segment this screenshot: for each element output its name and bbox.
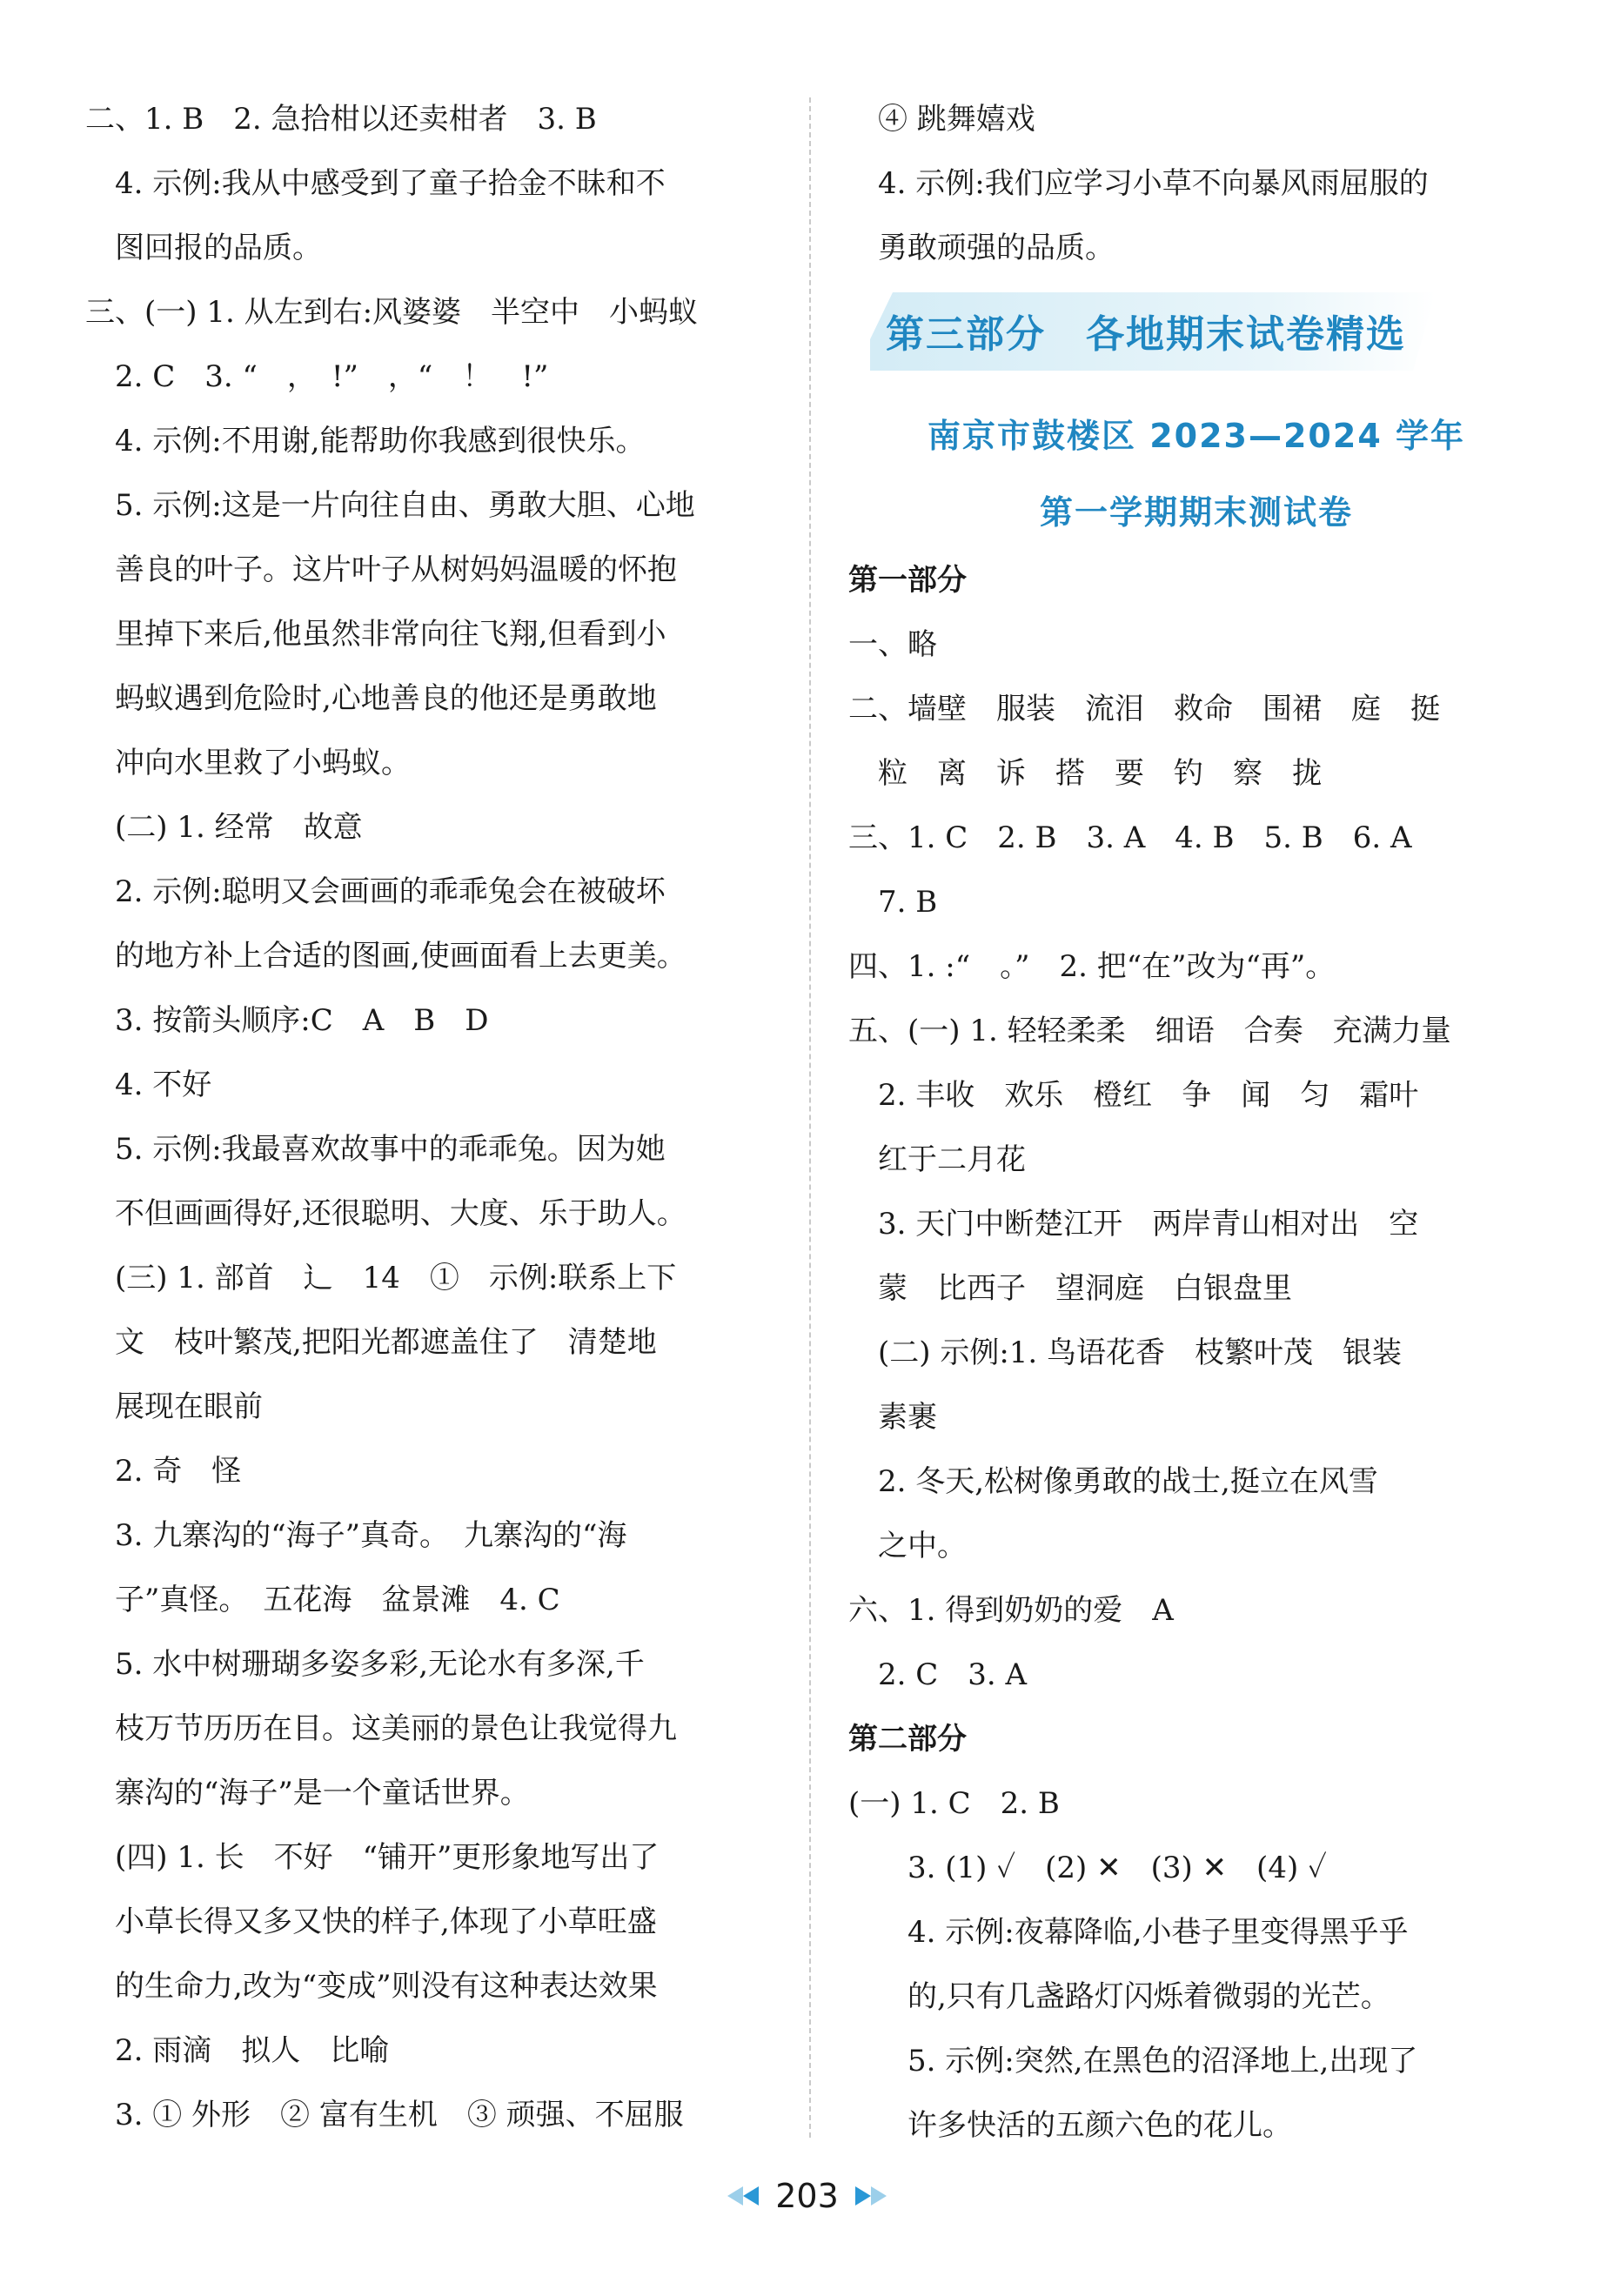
answer-line: ④ 跳舞嬉戏	[848, 102, 1035, 137]
test-title-line-2: 第一学期期末测试卷	[1039, 493, 1353, 532]
answer-line: 2. 冬天,松树像勇敢的战士,挺立在风雪	[848, 1464, 1378, 1499]
answer-line: 五、(一) 1. 轻轻柔柔 细语 合奏 充满力量	[848, 1014, 1451, 1048]
answer-line: 2. 雨滴 拟人 比喻	[85, 2033, 390, 2068]
prev-page-light-icon	[727, 2186, 743, 2206]
next-page-icon	[855, 2186, 871, 2206]
answer-line: 3. 九寨沟的“海子”真奇。 九寨沟的“海	[85, 1518, 627, 1553]
answer-line: 4. 示例:不用谢,能帮助你我感到很快乐。	[85, 424, 646, 459]
answer-line: 三、1. C 2. B 3. A 4. B 5. B 6. A	[848, 820, 1412, 855]
answer-line: 寨沟的“海子”是一个童话世界。	[85, 1776, 530, 1811]
part-three-banner	[870, 292, 1436, 371]
next-page-light-icon	[871, 2186, 887, 2206]
answer-line: (三) 1. 部首 辶 14 ① 示例:联系上下	[85, 1261, 677, 1295]
answer-line: 2. 奇 怪	[85, 1454, 242, 1489]
answer-line: 二、墙壁 服装 流泪 救命 围裙 庭 挺	[848, 692, 1440, 726]
answer-line: 2. C 3. A	[848, 1657, 1028, 1692]
banner-title: 第三部分 各地期末试卷精选	[886, 312, 1406, 357]
answer-line: 第二部分	[848, 1722, 967, 1757]
answer-line: 第一部分	[848, 563, 967, 598]
answer-line: 之中。	[848, 1529, 967, 1563]
answer-line: 许多快活的五颜六色的花儿。	[848, 2108, 1292, 2143]
answer-line: 展现在眼前	[85, 1389, 263, 1424]
column-divider	[809, 97, 811, 2138]
answer-line: 三、(一) 1. 从左到右:风婆婆 半空中 小蚂蚁	[85, 295, 699, 330]
answer-line: 5. 示例:突然,在黑色的沼泽地上,出现了	[848, 2044, 1418, 2078]
answer-line: 7. B	[848, 885, 938, 920]
answer-line: 冲向水里救了小蚂蚁。	[85, 746, 411, 780]
answer-line: 3. 天门中断楚江开 两岸青山相对出 空	[848, 1207, 1419, 1242]
answer-line: 5. 示例:这是一片向往自由、勇敢大胆、心地	[85, 488, 695, 523]
answer-line: 的地方补上合适的图画,使画面看上去更美。	[85, 939, 686, 974]
answer-line: 勇敢顽强的品质。	[848, 231, 1115, 265]
answer-line: 素裹	[848, 1400, 937, 1435]
answer-line: 3. 按箭头顺序:C A B D	[85, 1003, 489, 1038]
page-number: 203	[775, 2177, 839, 2215]
answer-line: 红于二月花	[848, 1142, 1026, 1177]
answer-line: 粒 离 诉 搭 要 钓 察 拢	[848, 756, 1322, 791]
answer-line: 5. 水中树珊瑚多姿多彩,无论水有多深,千	[85, 1647, 645, 1682]
answer-line: 里掉下来后,他虽然非常向往飞翔,但看到小	[85, 617, 666, 652]
answer-line: 4. 示例:我们应学习小草不向暴风雨屈服的	[848, 166, 1429, 201]
answer-line: 2. 丰收 欢乐 橙红 争 闻 匀 霜叶	[848, 1078, 1419, 1113]
answer-line: 文 枝叶繁茂,把阳光都遮盖住了 清楚地	[85, 1325, 657, 1360]
answer-line: 的,只有几盏路灯闪烁着微弱的光芒。	[848, 1979, 1390, 2014]
answer-line: 不但画画得好,还很聪明、大度、乐于助人。	[85, 1196, 686, 1231]
answer-line: (二) 示例:1. 鸟语花香 枝繁叶茂 银装	[848, 1335, 1403, 1370]
answer-line: 枝万节历历在目。这美丽的景色让我觉得九	[85, 1711, 677, 1746]
answer-line: 5. 示例:我最喜欢故事中的乖乖兔。因为她	[85, 1132, 666, 1167]
answer-line: 小草长得又多又快的样子,体现了小草旺盛	[85, 1904, 657, 1939]
answer-line: (四) 1. 长 不好 “铺开”更形象地写出了	[85, 1840, 660, 1875]
answer-line: 一、略	[848, 627, 937, 662]
answer-line: 2. C 3. “ ， !” ，“ ！ !”	[85, 359, 549, 394]
answer-line: 蒙 比西子 望洞庭 白银盘里	[848, 1271, 1292, 1306]
answer-line: 4. 示例:我从中感受到了童子拾金不昧和不	[85, 166, 666, 201]
answer-line: 2. 示例:聪明又会画画的乖乖兔会在被破坏	[85, 874, 666, 909]
answer-line: 4. 示例:夜幕降临,小巷子里变得黑乎乎	[848, 1915, 1409, 1950]
answer-line: 3. (1) ✓ (2) ✕ (3) ✕ (4) ✓	[848, 1851, 1327, 1885]
answer-line: 的生命力,改为“变成”则没有这种表达效果	[85, 1969, 658, 2004]
answer-line: 四、1. :“ 。” 2. 把“在”改为“再”。	[848, 949, 1336, 984]
answer-line: 图回报的品质。	[85, 231, 322, 265]
answer-line: 3. ① 外形 ② 富有生机 ③ 顽强、不屈服	[85, 2098, 684, 2132]
page-footer	[0, 2177, 1614, 2215]
answer-line: 子”真怪。 五花海 盆景滩 4. C	[85, 1583, 560, 1617]
answer-line: (二) 1. 经常 故意	[85, 810, 363, 845]
answer-line: 善良的叶子。这片叶子从树妈妈温暖的怀抱	[85, 552, 677, 587]
answer-line: 4. 不好	[85, 1068, 212, 1102]
test-title-line-1: 南京市鼓楼区 2023—2024 学年	[928, 417, 1465, 455]
answer-line: (一) 1. C 2. B	[848, 1786, 1060, 1821]
answer-line: 蚂蚁遇到危险时,心地善良的他还是勇敢地	[85, 681, 657, 716]
prev-page-icon	[743, 2186, 759, 2206]
answer-line: 六、1. 得到奶奶的爱 A	[848, 1593, 1174, 1628]
answer-line: 二、1. B 2. 急拾柑以还卖柑者 3. B	[85, 102, 597, 137]
